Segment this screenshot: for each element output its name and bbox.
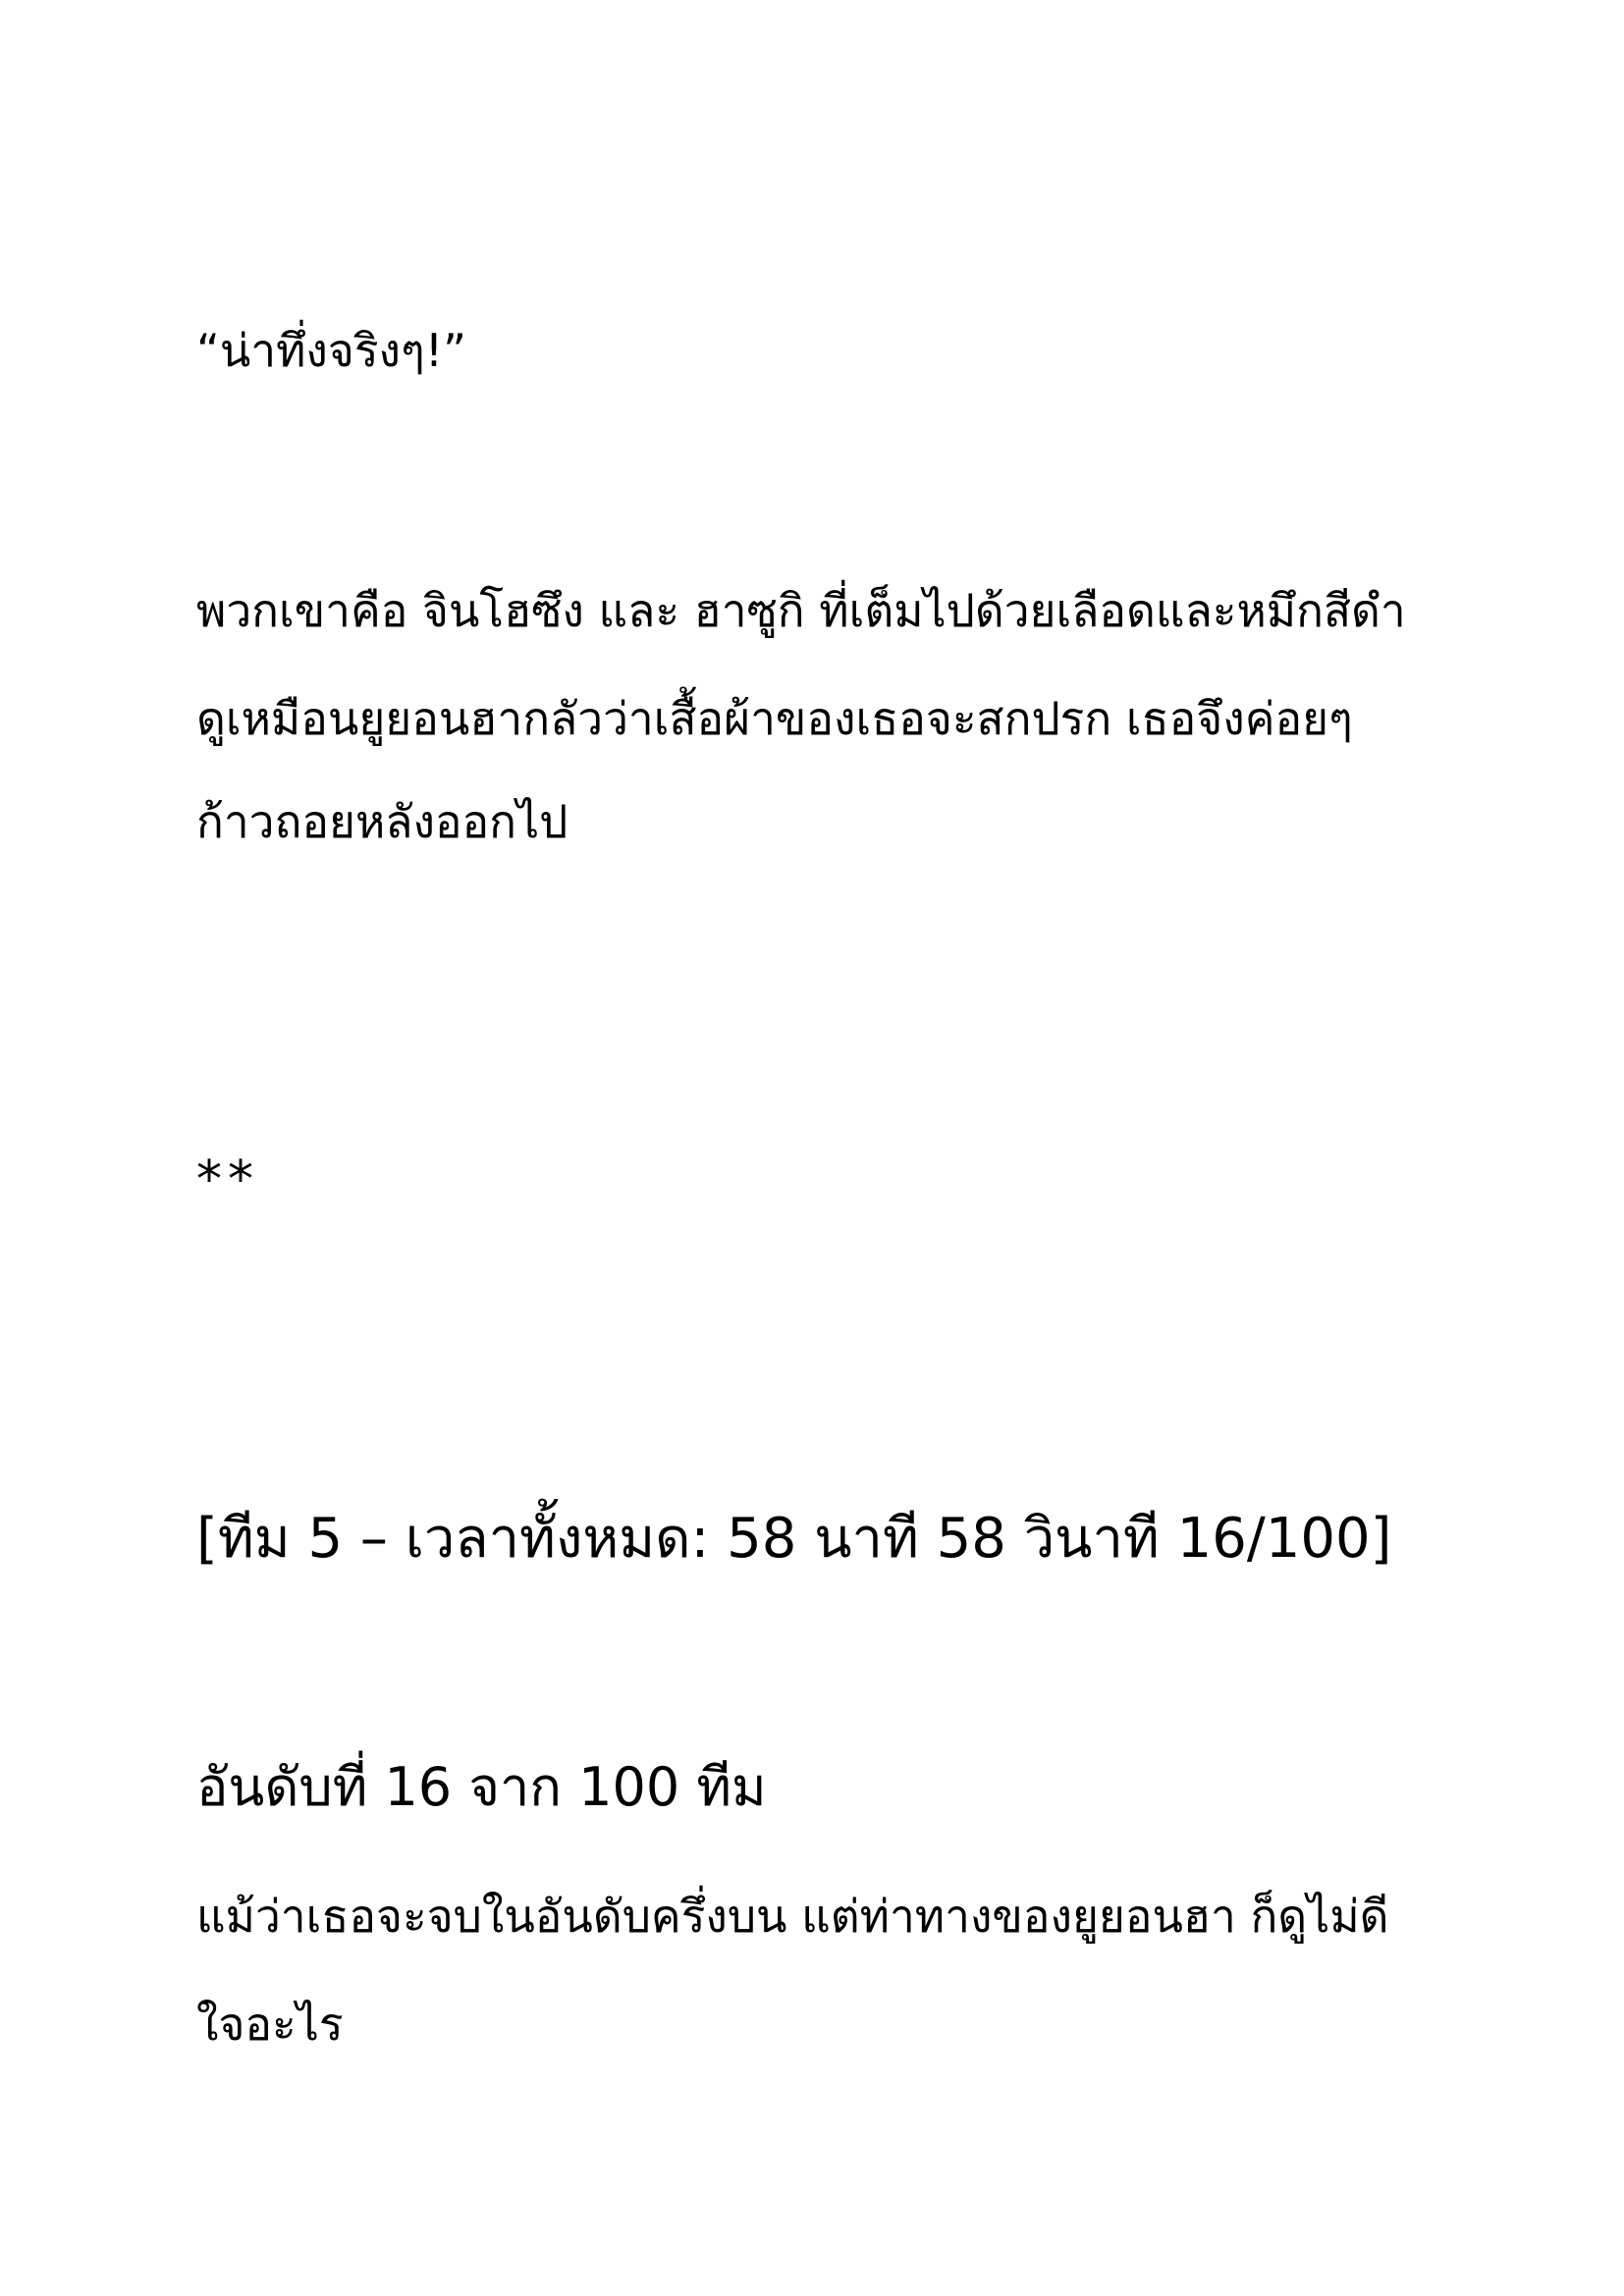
dialogue-quote: “น่าทึ่งจริงๆ!” — [196, 324, 466, 377]
paragraph-line: ใจอะไร — [196, 1998, 344, 2051]
paragraph-line: ก้าวถอยหลังออกไป — [196, 795, 568, 848]
team-result-line: [ทีม 5 – เวลาทั้งหมด: 58 นาที 58 วินาที 16/100] — [196, 1507, 1392, 1571]
paragraph-line: แม้ว่าเธอจะจบในอันดับครึ่งบน แต่ท่าทางของยูยอนฮา ก็ดูไม่ดี — [196, 1890, 1389, 1943]
rank-line: อันดับที่ 16 จาก 100 ทีม — [196, 1756, 767, 1818]
section-separator: ** — [196, 1150, 259, 1209]
paragraph-line: พวกเขาคือ จินโฮซึง และ ฮาซูกิ ที่เต็มไปด้วยเลือดและหมึกสีดำ — [196, 584, 1406, 637]
paragraph-line: ดูเหมือนยูยอนฮากลัวว่าเสื้อผ้าของเธอจะสกปรก เธอจึงค่อยๆ — [196, 692, 1353, 745]
